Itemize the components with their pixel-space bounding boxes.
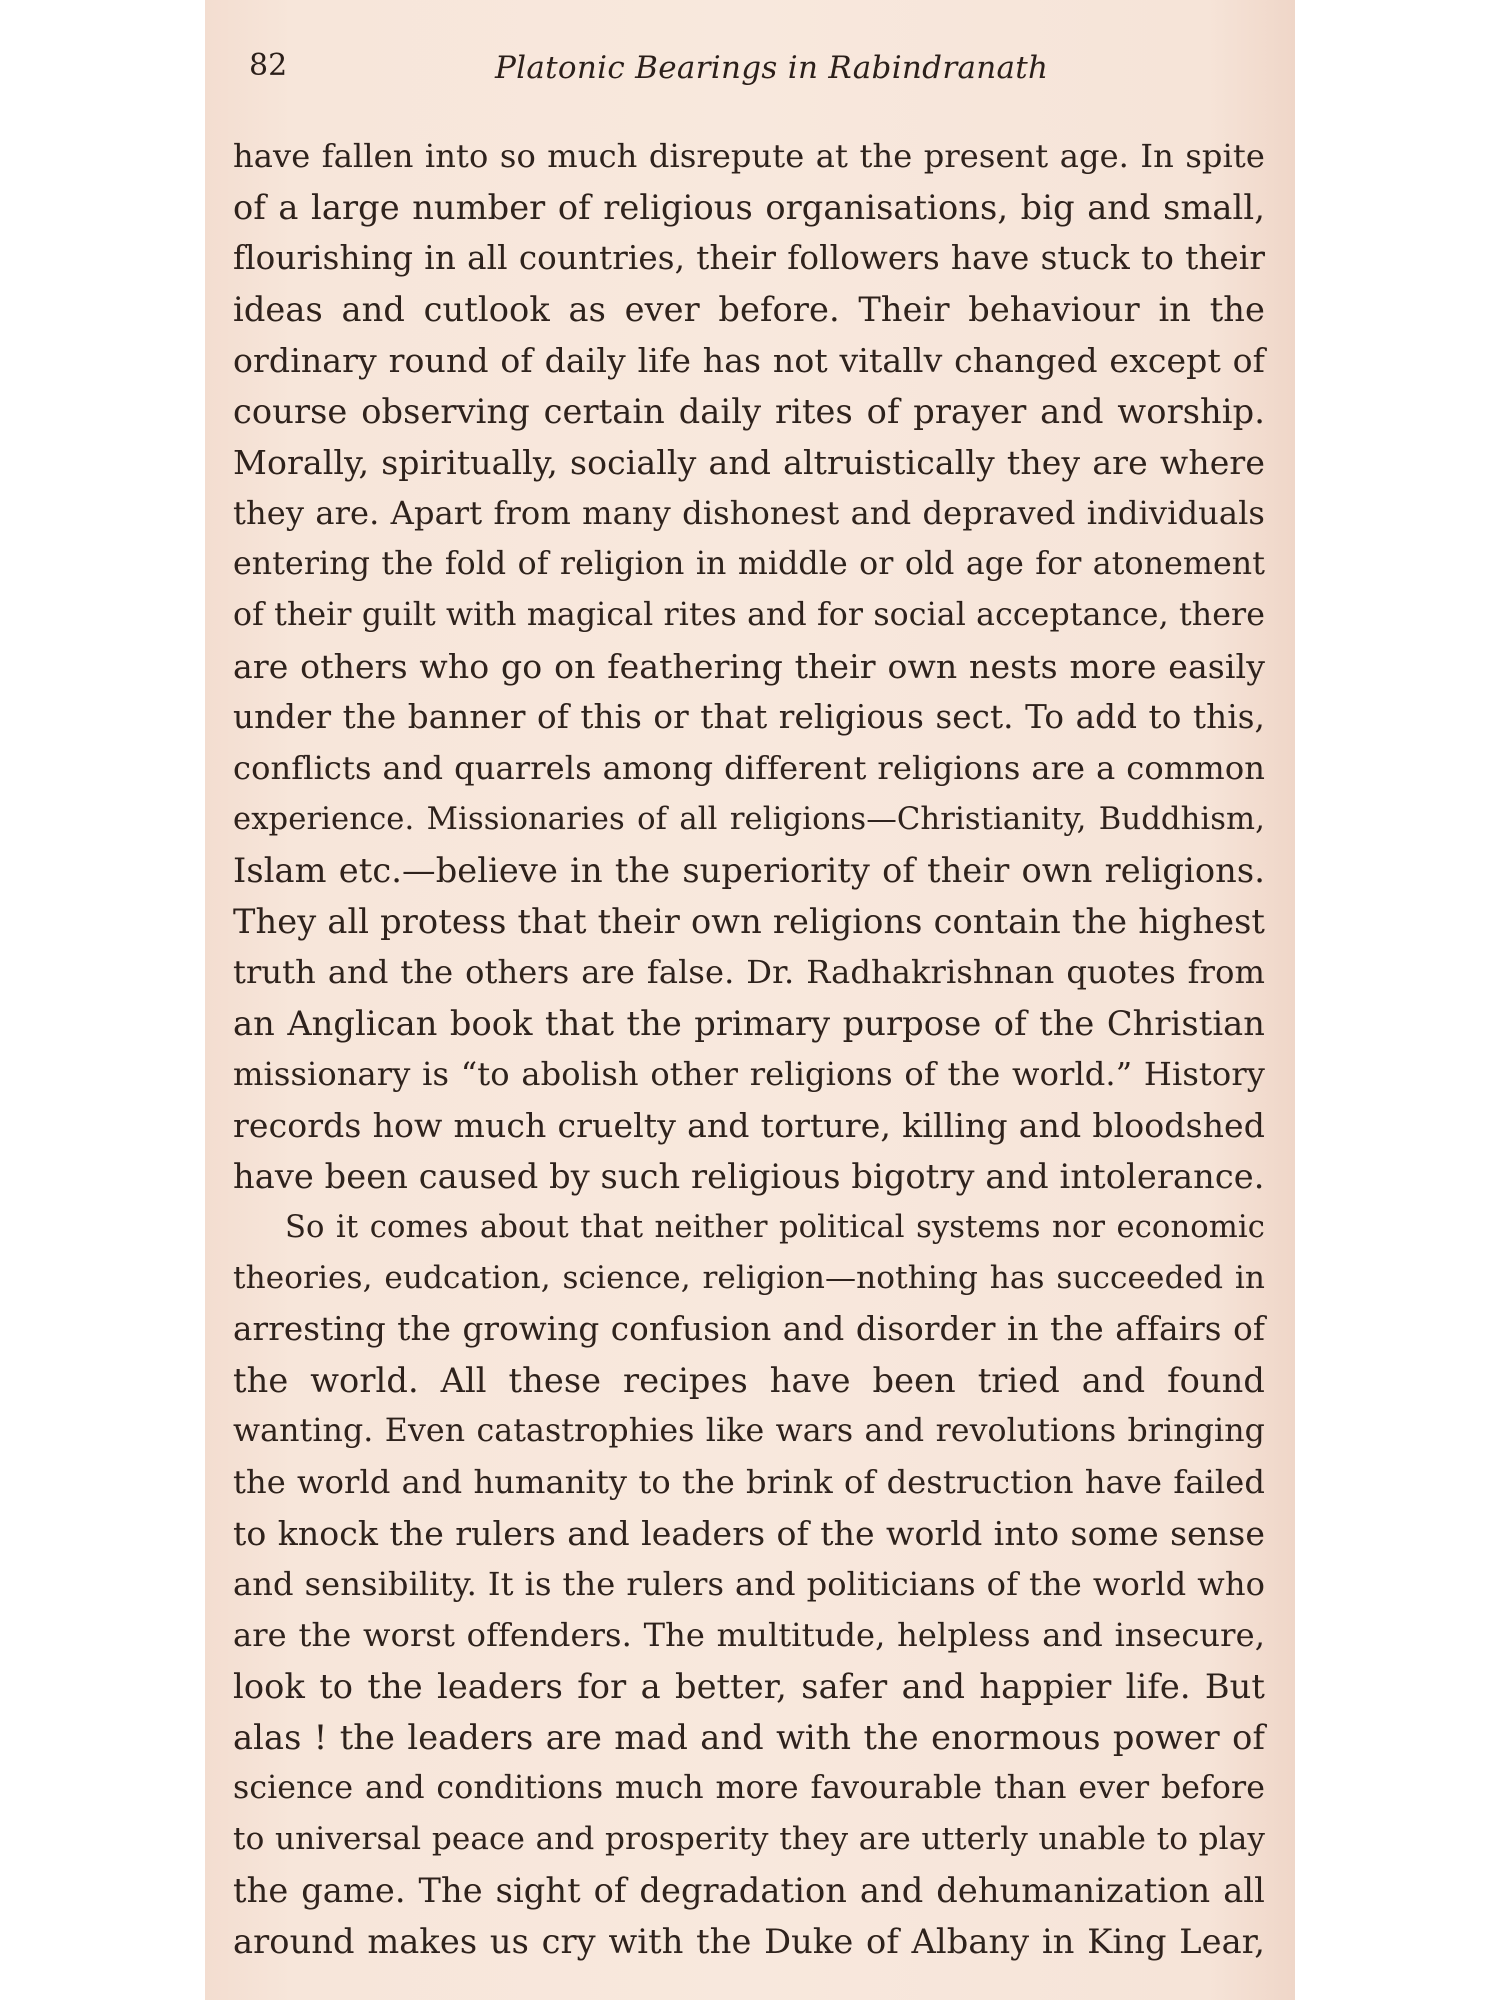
text-line: truth and the others are false. Dr. Radhakrishnan quotes from bbox=[233, 953, 1265, 991]
text-line: to universal peace and prosperity they are utterly unable to play bbox=[233, 1821, 1265, 1857]
paragraph-1 bbox=[233, 131, 1265, 1202]
text-line: to knock the rulers and leaders of the world into some sense bbox=[233, 1514, 1265, 1553]
body-text bbox=[233, 131, 1265, 1967]
running-title: Platonic Bearings in Rabindranath bbox=[495, 50, 1049, 86]
text-line: an Anglican book that the primary purpose of the Christian bbox=[233, 1004, 1265, 1043]
text-line: experience. Missionaries of all religions—Christianity, Buddhism, bbox=[233, 802, 1265, 837]
page-number: 82 bbox=[249, 48, 288, 83]
text-line: conflicts and quarrels among different religions are a common bbox=[233, 749, 1265, 787]
text-line: Morally, spiritually, socially and altruistically they are where bbox=[233, 443, 1265, 482]
text-line: science and conditions much more favourable than ever before bbox=[233, 1770, 1265, 1806]
text-line: theories, eudcation, science, religion—nothing has succeeded in bbox=[233, 1260, 1265, 1296]
text-line: are others who go on feathering their own nests more easily bbox=[233, 647, 1265, 686]
text-line: arresting the growing confusion and disorder in the affairs of bbox=[233, 1310, 1265, 1348]
text-line: around makes us cry with the Duke of Albany in King Lear, bbox=[233, 1922, 1265, 1961]
text-line: the world. All these recipes have been tried and found bbox=[233, 1361, 1265, 1400]
text-line: under the banner of this or that religious sect. To add to this, bbox=[233, 698, 1265, 736]
text-line: ideas and cutlook as ever before. Their behaviour in the bbox=[233, 290, 1265, 329]
text-line: have been caused by such religious bigotry and intolerance. bbox=[233, 1157, 1265, 1196]
text-line: and sensibility. It is the rulers and politicians of the world who bbox=[233, 1565, 1265, 1603]
text-line: they are. Apart from many dishonest and depraved individuals bbox=[233, 494, 1265, 532]
text-line: of a large number of religious organisations, big and small, bbox=[233, 188, 1265, 227]
text-line: the game. The sight of degradation and dehumanization all bbox=[233, 1871, 1265, 1910]
text-line: Islam etc.—believe in the superiority of their own religions. bbox=[233, 851, 1265, 890]
text-line: alas ! the leaders are mad and with the enormous power of bbox=[233, 1718, 1265, 1757]
text-line: the world and humanity to the brink of destruction have failed bbox=[233, 1463, 1265, 1501]
text-line: flourishing in all countries, their followers have stuck to their bbox=[233, 239, 1265, 277]
text-line: ordinary round of daily life has not vitallv changed except of bbox=[233, 341, 1265, 380]
text-line: are the worst offenders. The multitude, helpless and insecure, bbox=[233, 1616, 1265, 1654]
text-line: They all protess that their own religions contain the highest bbox=[233, 902, 1265, 941]
text-line: records how much cruelty and torture, killing and bloodshed bbox=[233, 1106, 1265, 1145]
text-line: wanting. Even catastrophies like wars and revolutions bringing bbox=[233, 1413, 1265, 1449]
book-page bbox=[205, 0, 1295, 2000]
paragraph-2 bbox=[233, 1202, 1265, 1967]
text-line: So it comes about that neither political systems nor economic bbox=[285, 1210, 1265, 1245]
text-line: course observing certain daily rites of prayer and worship. bbox=[233, 392, 1265, 431]
text-line: of their guilt with magical rites and for social acceptance, there bbox=[233, 597, 1265, 633]
text-line: missionary is “to abolish other religions of the world.” History bbox=[233, 1055, 1265, 1093]
text-line: have fallen into so much disrepute at the present age. In spite bbox=[233, 137, 1265, 175]
text-line: look to the leaders for a better, safer and happier life. But bbox=[233, 1667, 1265, 1706]
page-header bbox=[205, 48, 1295, 98]
text-line: entering the fold of religion in middle or old age for atonement bbox=[233, 546, 1265, 582]
